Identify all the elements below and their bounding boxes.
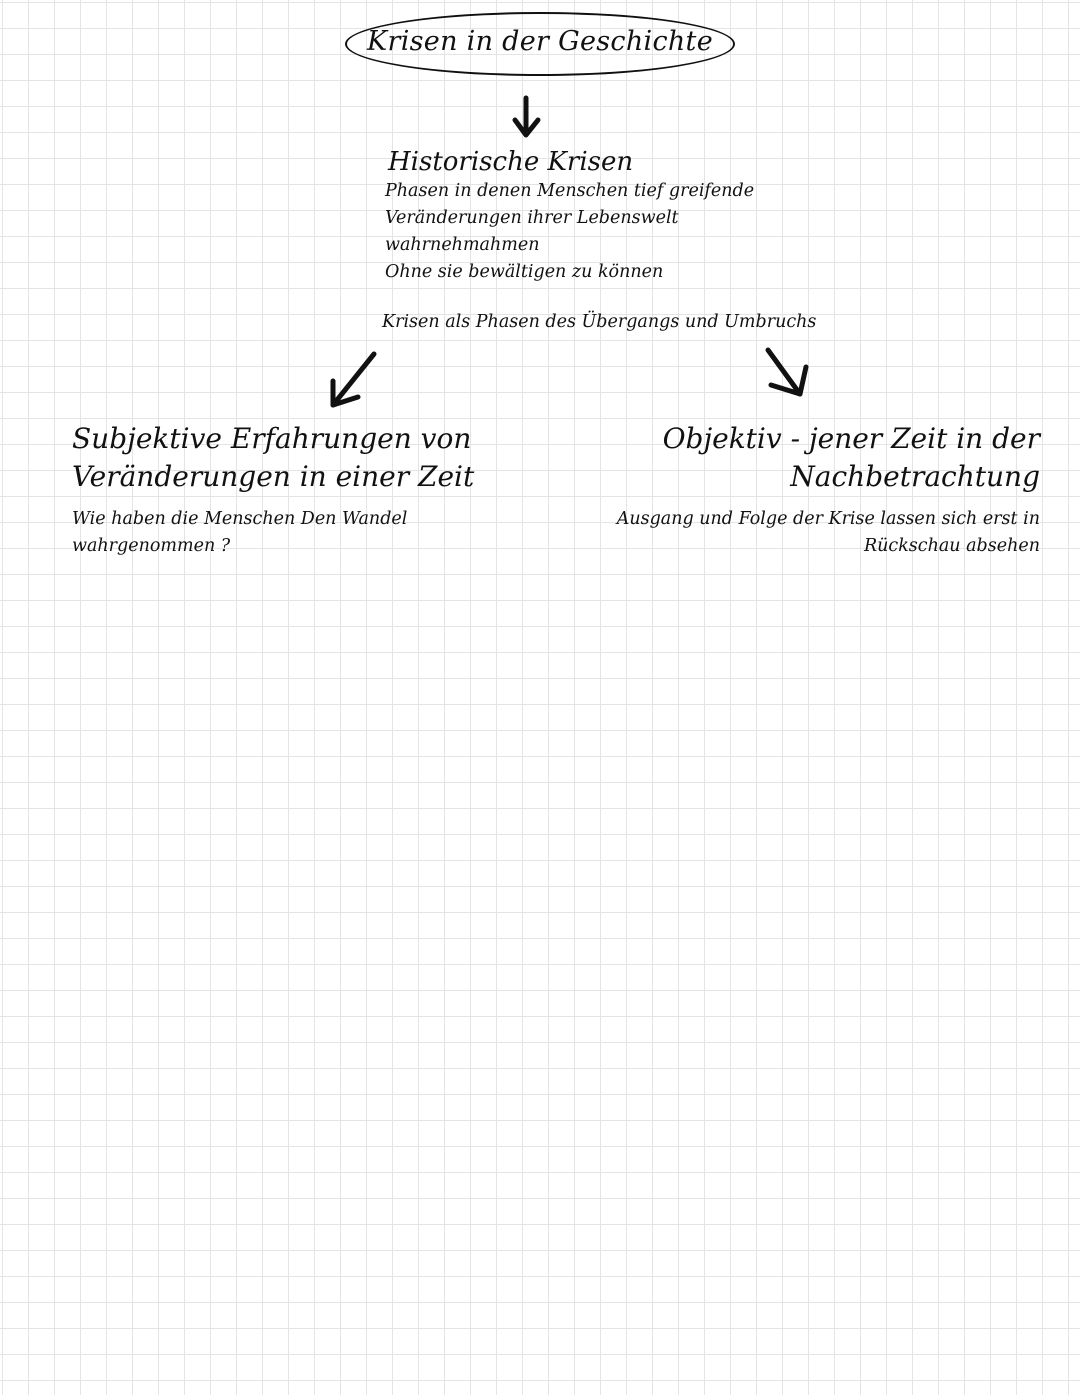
left-body-line: wahrgenommen ? [72,536,231,556]
arrow-down-right-icon [768,350,806,394]
right-body-line: Ausgang und Folge der Krise lassen sich erst in [616,509,1040,529]
definition-line: Veränderungen ihrer Lebenswelt [385,208,679,228]
left-branch [72,420,474,560]
page-title: Krisen in der Geschichte [367,26,713,57]
left-heading-line: Subjektive Erfahrungen von [72,422,472,455]
central-definition [385,178,754,286]
right-heading-line: Objektiv - jener Zeit in der [662,422,1040,455]
definition-line: Ohne sie bewältigen zu können [385,262,664,282]
right-heading-line: Nachbetrachtung [790,460,1040,493]
right-body-line: Rückschau absehen [863,536,1040,556]
arrow-down-left-icon [333,354,374,405]
arrow-down-icon [515,98,538,135]
definition-line: Phasen in denen Menschen tief greifende [385,181,755,201]
right-branch [617,420,1040,560]
central-heading: Historische Krisen [388,147,634,177]
left-body-line: Wie haben die Menschen Den Wandel [72,509,408,529]
transition-text: Krisen als Phasen des Übergangs und Umbruchs [382,312,817,332]
left-heading-line: Veränderungen in einer Zeit [72,460,475,493]
definition-line: wahrnehmahmen [385,235,540,255]
